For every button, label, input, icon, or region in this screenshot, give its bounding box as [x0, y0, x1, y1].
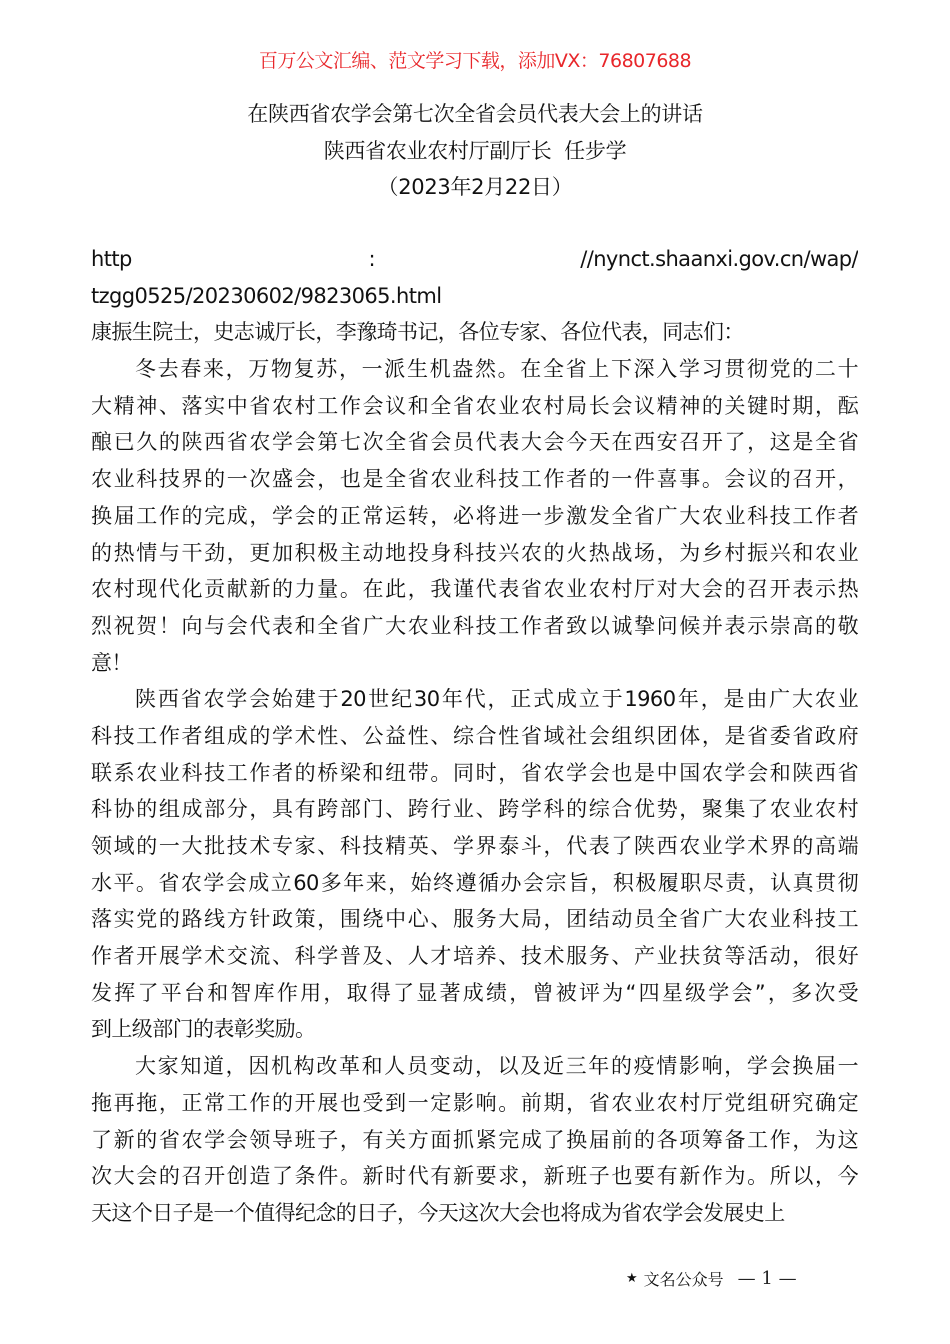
author-line: 陕西省农业农村厅副厅长 任步学 — [323, 139, 627, 163]
paragraph-line: 拖再拖，正常工作的开展也受到一定影响。前期，省农业农村厅党组研究确定 — [91, 1090, 858, 1115]
date-line: （2023年2月22日） — [377, 175, 573, 199]
paragraph-line: 冬去春来，万物复苏，一派生机盎然。在全省上下深入学习贯彻党的二十 — [135, 357, 858, 382]
paragraph-line: 农村现代化贡献新的力量。在此，我谨代表省农业农村厅对大会的召开表示热 — [91, 577, 858, 602]
paragraph-line: 发挥了平台和智库作用，取得了显著成绩，曾被评为“四星级学会”，多次受 — [91, 980, 858, 1005]
paragraph-line: 落实党的路线方针政策，围绕中心、服务大局，团结动员全省广大农业科技工 — [91, 907, 858, 932]
salutation: 康振生院士，史志诚厅长，李豫琦书记，各位专家、各位代表，同志们： — [91, 320, 744, 345]
page-footer — [626, 1267, 797, 1290]
document-title: 在陕西省农学会第七次全省会员代表大会上的讲话 — [247, 102, 703, 126]
paragraph-line: 的热情与干劲，更加积极主动地投身科技兴农的火热战场，为乡村振兴和农业 — [91, 540, 858, 565]
paragraph-line: 科协的组成部分，具有跨部门、跨行业、跨学科的综合优势，聚集了农业农村 — [91, 797, 858, 822]
paragraph-line: 科技工作者组成的学术性、公益性、综合性省域社会组织团体，是省委省政府 — [91, 723, 858, 748]
paragraph-line: 农业科技界的一次盛会，也是全省农业科技工作者的一件喜事。会议的召开， — [91, 467, 858, 492]
source-url-line: http : //nynct.shaanxi.gov.cn/wap/ — [91, 247, 858, 271]
paragraph-line: 天这个日子是一个值得纪念的日子，今天这次大会也将成为省农学会发展史上 — [91, 1200, 785, 1225]
source-url-line: tzgg0525/20230602/9823065.html — [91, 283, 442, 308]
paragraph-line: 次大会的召开创造了条件。新时代有新要求，新班子也要有新作为。所以，今 — [91, 1164, 858, 1189]
page-number: — 1 — — [737, 1268, 797, 1289]
paragraph-line: 大家知道，因机构改革和人员变动，以及近三年的疫情影响，学会换届一 — [135, 1054, 858, 1079]
paragraph-line: 大精神、落实中省农村工作会议和全省农业农村局长会议精神的关键时期，酝 — [91, 393, 858, 418]
paragraph-line: 到上级部门的表彰奖励。 — [91, 1017, 316, 1042]
paragraph-line: 换届工作的完成，学会的正常运转，必将进一步激发全省广大农业科技工作者 — [91, 503, 858, 528]
watermark-banner: 百万公文汇编、范文学习下载，添加VX：76807688 — [258, 50, 692, 72]
paragraph-line: 作者开展学术交流、科学普及、人才培养、技术服务、产业扶贫等活动，很好 — [91, 944, 858, 969]
paragraph-line: 了新的省农学会领导班子，有关方面抓紧完成了换届前的各项筹备工作，为这 — [91, 1127, 858, 1152]
star-icon: ★ — [626, 1271, 638, 1286]
footer-brand: 文名公众号 — [643, 1270, 724, 1289]
paragraph-line: 水平。省农学会成立60多年来，始终遵循办会宗旨，积极履职尽责，认真贯彻 — [91, 870, 858, 895]
document-body — [91, 241, 858, 1232]
paragraph-line: 意！ — [91, 650, 132, 675]
paragraph-line: 酿已久的陕西省农学会第七次全省会员代表大会今天在西安召开了，这是全省 — [91, 430, 858, 455]
paragraph-line: 烈祝贺！向与会代表和全省广大农业科技工作者致以诚挚问候并表示崇高的敬 — [91, 613, 858, 638]
paragraph-line: 联系农业科技工作者的桥梁和纽带。同时，省农学会也是中国农学会和陕西省 — [91, 760, 858, 785]
paragraph-line: 领域的一大批技术专家、科技精英、学界泰斗，代表了陕西农业学术界的高端 — [91, 834, 858, 858]
paragraph-line: 陕西省农学会始建于20世纪30年代，正式成立于1960年，是由广大农业 — [135, 687, 858, 712]
